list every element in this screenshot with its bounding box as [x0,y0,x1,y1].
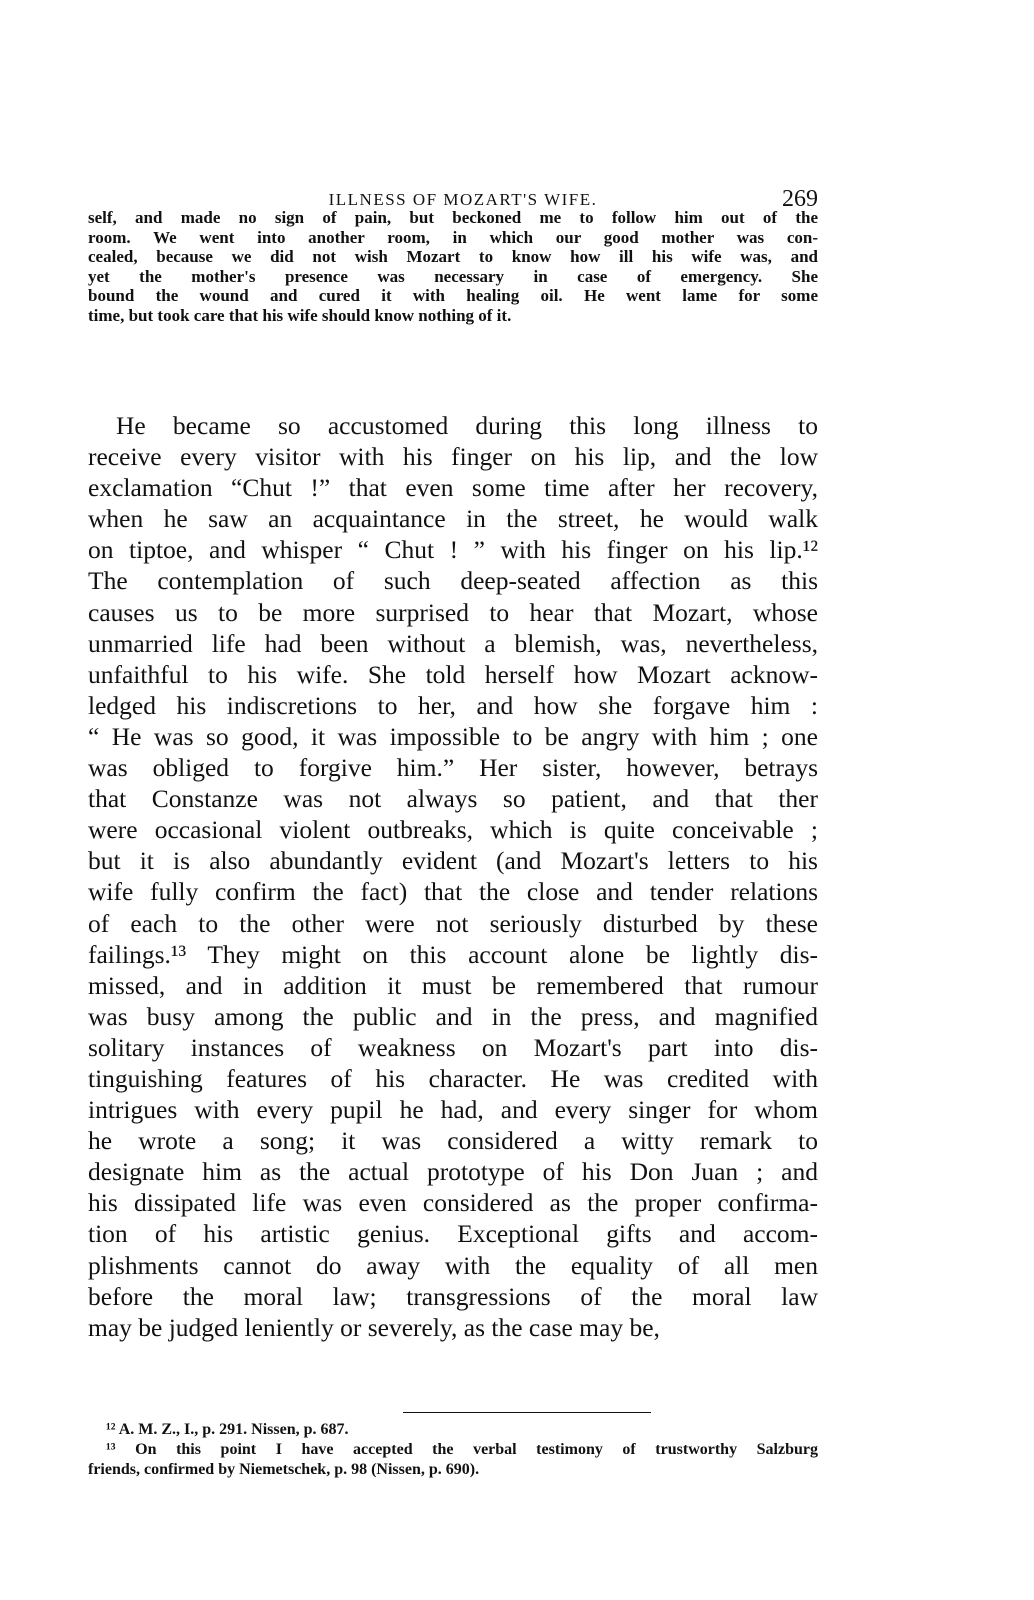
text-line: unmarried life had been without a blemish, was, nevertheless, [88,628,818,658]
text-line: yet the mother's presence was necessary in case of emergency. She [88,266,818,286]
footnotes [88,1420,818,1480]
text-line: designate him as the actual prototype of his Don Juan ; and [88,1157,818,1187]
text-line: tion of his artistic genius. Exceptional gifts and accom- [88,1219,818,1249]
body-paragraph [88,410,818,1343]
text-line: that Constanze was not always so patient, and that ther [88,784,818,814]
footnote-divider [403,1412,651,1413]
text-line: were occasional violent outbreaks, which is quite conceivable ; [88,815,818,845]
text-line: ledged his indiscretions to her, and how she forgave him : [88,690,818,720]
page-number: 269 [782,186,818,212]
text-line: when he saw an acquaintance in the street, he would walk [88,504,818,534]
text-line: He became so accustomed during this long illness to [116,411,818,440]
text-line: but it is also abundantly evident (and Mozart's letters to his [88,846,818,876]
text-line: intrigues with every pupil he had, and every singer for whom [88,1095,818,1125]
text-line: plishments cannot do away with the equality of all men [88,1250,818,1280]
text-line: may be judged leniently or severely, as the case may be, [88,1312,660,1342]
text-line: causes us to be more surprised to hear that Mozart, whose [88,597,818,627]
footnote-12: ¹² A. M. Z., I., p. 291. Nissen, p. 687. [106,1421,349,1438]
text-line: exclamation “Chut !” that even some time after her recovery, [88,473,818,503]
text-line: before the moral law; transgressions of the moral law [88,1281,818,1311]
text-line: wife fully confirm the fact) that the close and tender relations [88,877,818,907]
text-line: room. We went into another room, in which our good mother was con- [88,227,818,247]
text-line: he wrote a song; it was considered a witty remark to [88,1126,818,1156]
text-line: The contemplation of such deep-seated affection as this [88,566,818,596]
text-line: of each to the other were not seriously disturbed by these [88,908,818,938]
text-line: solitary instances of weakness on Mozart's part into dis- [88,1032,818,1062]
text-line: unfaithful to his wife. She told herself how Mozart acknow- [88,659,818,689]
text-line: was obliged to forgive him.” Her sister, however, betrays [88,753,818,783]
text-line: time, but took care that his wife should know nothing of it. [88,305,512,325]
text-line: self, and made no sign of pain, but beckoned me to follow him out of the [88,208,818,227]
text-line: receive every visitor with his finger on his lip, and the low [88,442,818,472]
text-line: failings.¹³ They might on this account alone be lightly dis- [88,939,818,969]
footnote-13: ¹³ On this point I have accepted the verbal testimony of trustworthy Salzburg [106,1441,818,1458]
text-line: was busy among the public and in the press, and magnified [88,1001,818,1031]
text-line: tinguishing features of his character. He was credited with [88,1063,818,1093]
text-line: cealed, because we did not wish Mozart to know how ill his wife was, and [88,247,818,266]
text-line: “ He was so good, it was impossible to be angry with him ; one [88,721,818,751]
text-line: his dissipated life was even considered as the proper confirma- [88,1188,818,1218]
text-line: bound the wound and cured it with healing oil. He went lame for some [88,286,818,305]
quoted-paragraph [88,208,818,325]
text-line: on tiptoe, and whisper “ Chut ! ” with his finger on his lip.¹² [88,535,818,565]
footnote-13-continued: friends, confirmed by Niemetschek, p. 98 (Nissen, p. 690). [88,1461,480,1478]
text-line: missed, and in addition it must be remembered that rumour [88,970,818,1000]
running-title: ILLNESS OF MOZART'S WIFE. [328,190,598,209]
